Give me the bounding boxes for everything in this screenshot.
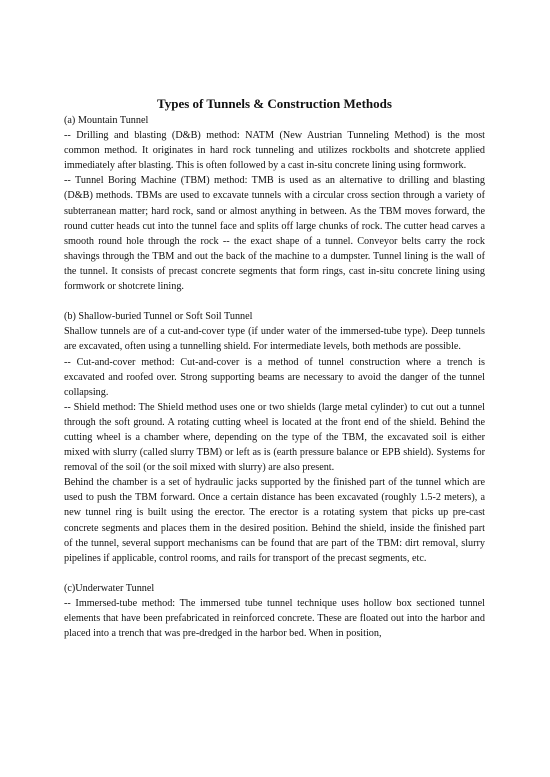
section-heading-soft-soil-tunnel: (b) Shallow-buried Tunnel or Soft Soil Tunnel xyxy=(64,311,253,323)
paragraph-shield-method: -- Shield method: The Shield method uses one or two shields (large metal cylinder) to cut out a tunnel through the soft ground. A rotating cutting wheel is located at the front end of the shield. Behind the cutting wheel is a chamber where, depending on the type of the TBM, the excavated soil is either mixed with slurry (called slurry TBM) or left as is (earth pressure balance or EPB shield). Systems for removal of the soil (or the soil mixed with slurry) are also present. xyxy=(64,401,485,474)
paragraph-hydraulic-jacks: Behind the chamber is a set of hydraulic jacks supported by the finished part of the tunnel which are used to push the TBM forward. Once a certain distance has been excavated (roughly 1.5-2 meters), a new tunnel ring is built using the erector. The erector is a rotating system that picks up pre-cast concrete segments and places them in the desired position. Behind the shield, inside the finished part of the tunnel, several support mechanisms can be found that are part of the TBM: dirt removal, slurry pipelines if applicable, control rooms, and rails for transport of the precast segments, etc. xyxy=(64,477,485,564)
paragraph-tbm-method: -- Tunnel Boring Machine (TBM) method: TMB is used as an alternative to drilling and blasting (D&B) methods. TBMs are used to excavate tunnels with a circular cross section through a variety of subterranean matter; hard rock, sand or almost anything in between. As the TBM moves forward, the round cutter heads cut into the tunnel face and splits off large chunks of rock. The cutter head carves a smooth round hole through the rock -- the exact shape of a tunnel. Conveyor belts carry the rock shavings through the TBM and out the back of the machine to a dumpster. Tunnel lining is the wall of the tunnel. It consists of precast concrete segments that form rings, cast in-situ concrete lining using formwork or shotcrete lining. xyxy=(64,175,485,293)
paragraph-immersed-tube: -- Immersed-tube method: The immersed tube tunnel technique uses hollow box sectioned tunnel elements that have been prefabricated in reinforced concrete. These are floated out into the harbor and placed into a trench that was pre-dredged in the harbor bed. When in position, xyxy=(64,598,485,640)
paragraph-drill-and-blast: -- Drilling and blasting (D&B) method: NATM (New Austrian Tunneling Method) is the most common method. It originates in hard rock tunneling and utilizes rockbolts and shotcrete applied immediately after blasting. This is often followed by a cast in-situ concrete lining using formwork. xyxy=(64,130,485,172)
section-spacer xyxy=(64,566,485,581)
section-spacer xyxy=(64,294,485,309)
document-title: Types of Tunnels & Construction Methods xyxy=(157,96,392,111)
section-heading-mountain-tunnel: (a) Mountain Tunnel xyxy=(64,115,149,126)
document-body xyxy=(64,96,485,641)
paragraph-cut-and-cover: -- Cut-and-cover method: Cut-and-cover is a method of tunnel construction where a trench is excavated and roofed over. Strong supporting beams are necessary to avoid the danger of the tunnel collapsing. xyxy=(64,356,485,398)
paragraph-shallow-tunnels: Shallow tunnels are of a cut-and-cover type (if under water of the immersed-tube type). Deep tunnels are excavated, often using a tunnelling shield. For intermediate levels, both methods are possible. xyxy=(64,326,485,353)
section-heading-underwater-tunnel: (c)Underwater Tunnel xyxy=(64,582,155,594)
